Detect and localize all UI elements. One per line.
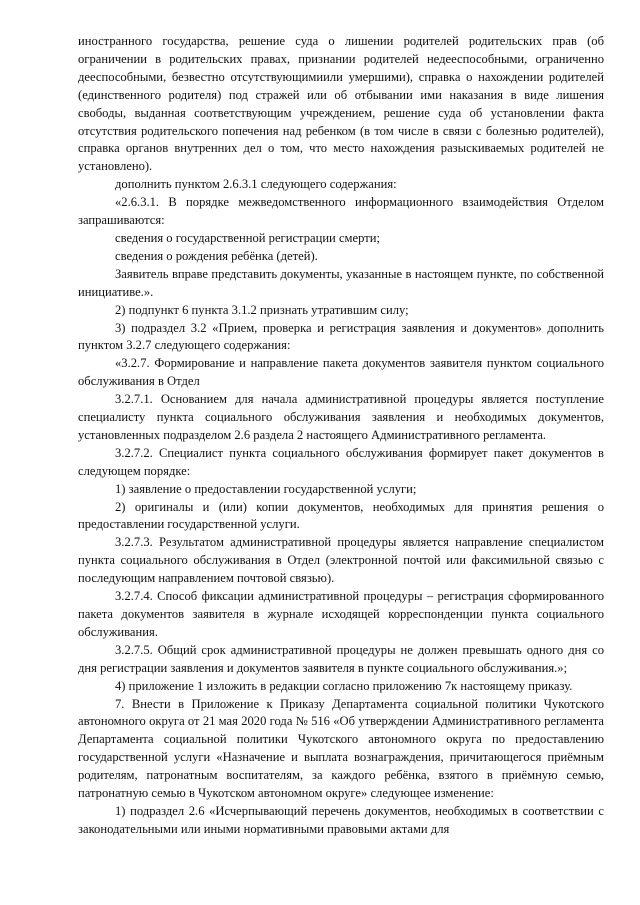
paragraph-3: «2.6.3.1. В порядке межведомственного информационного взаимодействия Отделом запрашиваются:	[78, 195, 604, 228]
paragraph-18: 7. Внести в Приложение к Приказу Департамента социальной политики Чукотского автономного округа от 21 мая 2020 года № 516 «Об утверждении Административного регламента Департамента социальной политики Чукотского автономного округа по предоставлению государственной услуги «Назначение и выплата вознаграждения, причитающегося приёмным родителям, патронатным воспитателям, за каждого ребёнка, взятого в приёмную семью, патронатную семью в Чукотском автономном округе» следующее изменение:	[78, 696, 604, 801]
paragraph-15: 3.2.7.4. Способ фиксации административной процедуры – регистрация сформированного пакета документов заявителя в журнале исходящей корреспонденции пункта социального обслуживания.	[78, 589, 604, 639]
paragraph-9: «3.2.7. Формирование и направление пакета документов заявителя пунктом социального обслуживания в Отдел	[78, 356, 604, 389]
paragraph-11: 3.2.7.2. Специалист пункта социального обслуживания формирует пакет документов в следующем порядке:	[78, 445, 604, 478]
paragraph-12: 1) заявление о предоставлении государственной услуги;	[115, 481, 417, 496]
paragraph-1: иностранного государства, решение суда о лишении родителей родительских прав (об ограничении в родительских правах, признании родителей недееспособными, ограниченно дееспособными, безвестно отсутствующимиили умершими), справка о нахождении родителей (единственного родителя) под стражей или об отбывании ими наказания в виде лишения свободы, выданная соответствующим учреждением, решение суда об установлении факта отсутствия родительского попечения над ребенком (в том числе в связи с болезнью родителей), справка органов внутренних дел о том, что место нахождения разыскиваемых родителей не установлено).	[78, 34, 604, 174]
paragraph-4: сведения о государственной регистрации смерти;	[115, 230, 380, 245]
paragraph-2: дополнить пунктом 2.6.3.1 следующего содержания:	[115, 177, 397, 192]
paragraph-16: 3.2.7.5. Общий срок административной процедуры не должен превышать одного дня со дня регистрации заявления и документов заявителя в пункте социального обслуживания.»;	[78, 642, 604, 675]
paragraph-13: 2) оригиналы и (или) копии документов, необходимых для принятия решения о предоставлении государственной услуги.	[78, 499, 604, 532]
paragraph-8: 3) подраздел 3.2 «Прием, проверка и регистрация заявления и документов» дополнить пунктом 3.2.7 следующего содержания:	[78, 320, 604, 353]
paragraph-7: 2) подпункт 6 пункта 3.1.2 признать утратившим силу;	[115, 302, 409, 317]
paragraph-19: 1) подраздел 2.6 «Исчерпывающий перечень документов, необходимых в соответствии с законодательными или иными нормативными правовыми актами для	[78, 803, 604, 836]
paragraph-14: 3.2.7.3. Результатом административной процедуры является направление специалистом пункта социального обслуживания в Отдел (электронной почтой или факсимильной связью с последующим направлением почтовой связью).	[78, 535, 604, 586]
paragraph-6: Заявитель вправе представить документы, указанные в настоящем пункте, по собственной инициативе.».	[78, 266, 604, 299]
paragraph-17: 4) приложение 1 изложить в редакции согласно приложению 7к настоящему приказу.	[115, 678, 573, 693]
paragraph-5: сведения о рождения ребёнка (детей).	[115, 248, 318, 263]
paragraph-10: 3.2.7.1. Основанием для начала административной процедуры является поступление специалисту пункта социального обслуживания заявления и необходимых документов, установленных подразделом 2.6 раздела 2 настоящего Административного регламента.	[78, 392, 604, 442]
